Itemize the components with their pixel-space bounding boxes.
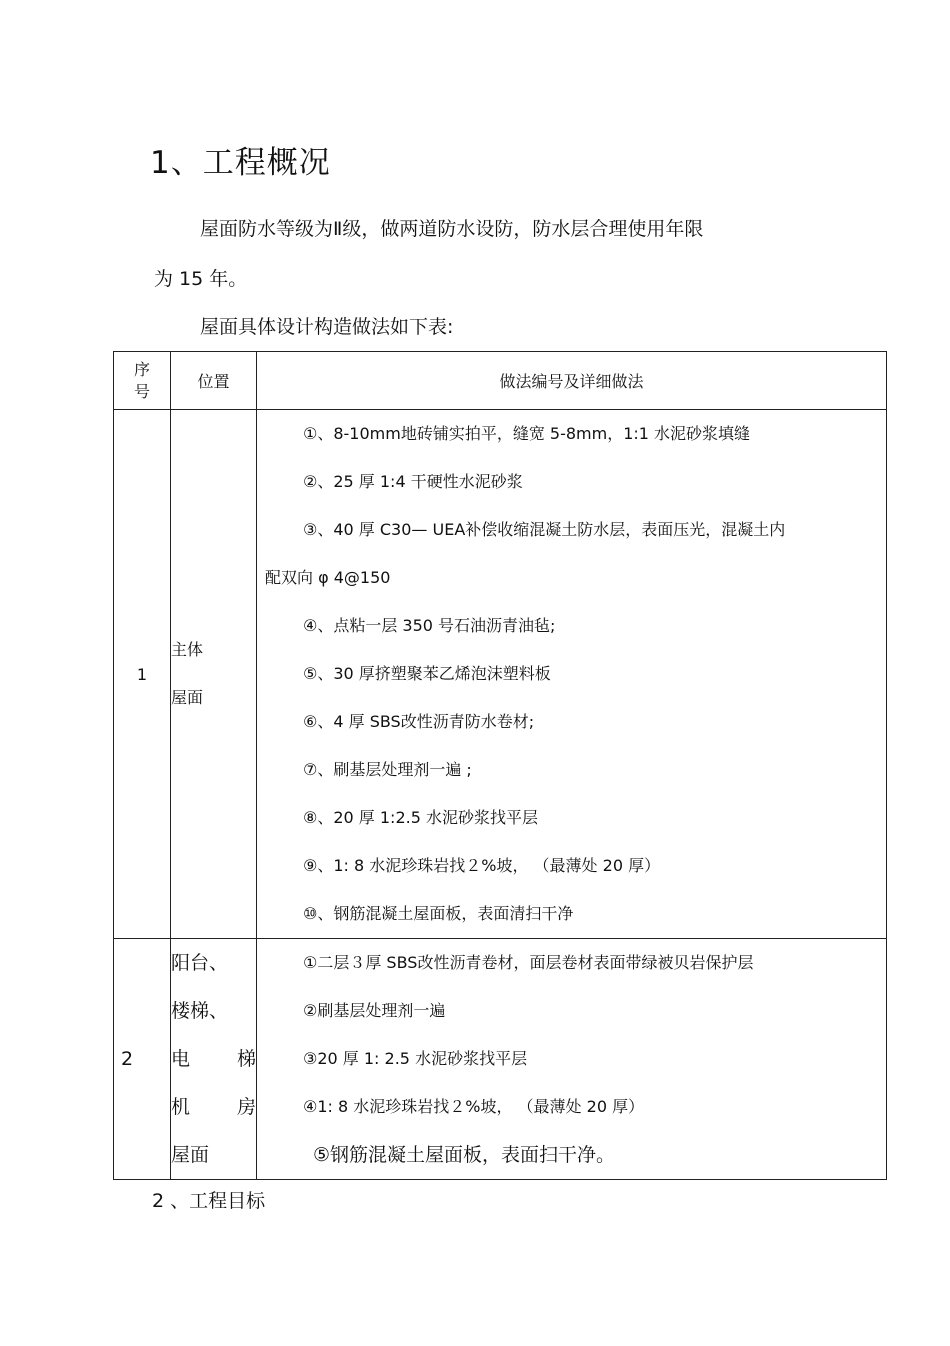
header-no-line1: 序	[133, 359, 150, 379]
intro-line-3: 屋面具体设计构造做法如下表:	[200, 316, 454, 338]
row-position	[171, 410, 257, 939]
method-step: ⑩、钢筋混凝土屋面板，表面清扫干净	[303, 904, 574, 923]
header-position: 位置	[171, 352, 257, 410]
method-step: ③、40 厚 C30— UEA补偿收缩混凝土防水层，表面压光，混凝土内	[303, 520, 786, 539]
position-char: 电	[171, 1048, 191, 1070]
method-step: ⑤钢筋混凝土屋面板，表面扫干净。	[313, 1144, 616, 1166]
method-step: ⑤、30 厚挤塑聚苯乙烯泡沫塑料板	[303, 664, 551, 683]
row-method-steps	[257, 410, 887, 939]
method-step: ③20 厚 1: 2.5 水泥砂浆找平层	[303, 1049, 528, 1068]
intro-line-2: 为 15 年。	[154, 268, 248, 290]
section-heading-2: 2 、工程目标	[152, 1190, 266, 1212]
position-line: 楼梯、	[171, 1000, 229, 1022]
header-method: 做法编号及详细做法	[257, 352, 887, 410]
method-step: ②刷基层处理剂一遍	[303, 1001, 446, 1020]
position-line: 阳台、	[171, 952, 229, 974]
position-char: 房	[236, 1096, 256, 1118]
header-no-line2: 号	[133, 381, 150, 401]
roof-construction-table	[113, 351, 887, 1180]
intro-line-1: 屋面防水等级为Ⅱ级，做两道防水设防，防水层合理使用年限	[200, 218, 704, 240]
method-step: ①二层３厚 SBS改性沥青卷材，面层卷材表面带绿被贝岩保护层	[303, 953, 754, 972]
method-step-continuation: 配双向 φ 4@150	[265, 568, 391, 587]
method-step: ②、25 厚 1:4 干硬性水泥砂浆	[303, 472, 523, 491]
table-row	[114, 939, 887, 1180]
method-step: ④、点粘一层 350 号石油沥青油毡;	[303, 616, 556, 635]
header-no	[114, 352, 171, 410]
position-line: 屋面	[171, 1144, 210, 1166]
method-step: ⑧、20 厚 1:2.5 水泥砂浆找平层	[303, 808, 538, 827]
position-char: 机	[171, 1096, 191, 1118]
row-number: 1	[114, 410, 171, 939]
method-step: ①、8-10mm地砖铺实拍平，缝宽 5-8mm，1:1 水泥砂浆填缝	[303, 424, 751, 443]
row-method-steps	[257, 939, 887, 1180]
section-heading-1: 1、工程概况	[150, 145, 331, 181]
table-header-row	[114, 352, 887, 410]
position-line: 主体	[171, 640, 204, 659]
position-line: 屋面	[171, 688, 204, 707]
position-char: 梯	[236, 1048, 256, 1070]
row-position	[171, 939, 257, 1180]
position-line	[171, 1083, 256, 1131]
row-number: 2	[114, 939, 171, 1180]
method-step: ⑦、刷基层处理剂一遍 ;	[303, 760, 472, 779]
position-line	[171, 1035, 256, 1083]
method-step: ⑥、4 厚 SBS改性沥青防水卷材;	[303, 712, 535, 731]
table-row	[114, 410, 887, 939]
method-step: ④1: 8 水泥珍珠岩找２%坡， （最薄处 20 厚）	[303, 1097, 645, 1116]
method-step: ⑨、1: 8 水泥珍珠岩找２%坡， （最薄处 20 厚）	[303, 856, 661, 875]
